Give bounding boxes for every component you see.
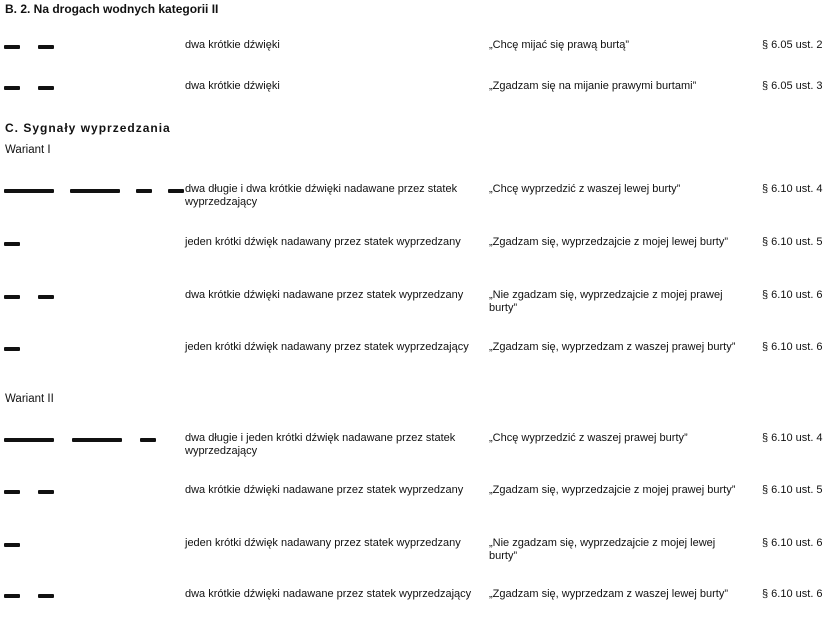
short-blast-dash [140,438,156,442]
short-blast-dash [4,242,20,246]
signal-row [0,183,835,221]
signal-description: jeden krótki dźwięk nadawany przez statek wyprzedzany [185,236,461,248]
sound-signal [0,295,186,309]
short-blast-dash [136,189,152,193]
short-blast-dash [38,490,54,494]
regulation-reference: § 6.10 ust. 6 [762,341,823,353]
signal-meaning: „Zgadzam się, wyprzedzajcie z mojej prawej burty” [489,484,736,496]
signal-description: dwa krótkie dźwięki nadawane przez statek wyprzedzany [185,484,464,496]
regulation-reference: § 6.05 ust. 2 [762,39,823,51]
signal-meaning: „Zgadzam się, wyprzedzajcie z mojej lewej burty” [489,236,729,248]
signal-row [0,341,835,379]
short-blast-dash [168,189,184,193]
sound-signal [0,490,186,504]
signal-row [0,39,835,77]
short-blast-dash [4,594,20,598]
short-blast-dash [38,86,54,90]
long-blast-dash [4,438,54,442]
signal-meaning: „Zgadzam się na mijanie prawymi burtami” [489,80,697,92]
signal-description: dwa krótkie dźwięki nadawane przez statek wyprzedzany [185,289,464,301]
short-blast-dash [4,490,20,494]
sound-signal [0,86,186,100]
signal-description: dwa długie i jeden krótki dźwięk nadawane przez statek wyprzedzający [185,432,456,457]
sound-signal [0,189,186,203]
signal-meaning: „Zgadzam się, wyprzedzam z waszej prawej burty” [489,341,736,353]
signal-meaning: „Chcę wyprzedzić z waszej lewej burty” [489,183,681,195]
short-blast-dash [4,347,20,351]
sound-signal [0,438,186,452]
short-blast-dash [4,543,20,547]
signal-row [0,432,835,470]
regulation-reference: § 6.10 ust. 4 [762,183,823,195]
sound-signal [0,242,186,256]
regulation-reference: § 6.10 ust. 6 [762,588,823,600]
signal-row [0,80,835,118]
signal-description: dwa krótkie dźwięki [185,80,280,92]
signal-row [0,289,835,327]
regulation-reference: § 6.10 ust. 5 [762,484,823,496]
short-blast-dash [38,45,54,49]
short-blast-dash [38,594,54,598]
signal-meaning: „Chcę wyprzedzić z waszej prawej burty” [489,432,688,444]
signal-meaning: „Nie zgadzam się, wyprzedzajcie z mojej lewej burty” [489,537,716,562]
sound-signal [0,347,186,361]
regulation-reference: § 6.10 ust. 5 [762,236,823,248]
sound-signal [0,45,186,59]
signal-meaning: „Chcę mijać się prawą burtą” [489,39,629,51]
signal-row [0,537,835,575]
signal-row [0,236,835,274]
short-blast-dash [38,295,54,299]
short-blast-dash [4,295,20,299]
regulation-reference: § 6.05 ust. 3 [762,80,823,92]
section-b-heading: B. 2. Na drogach wodnych kategorii II [5,2,219,16]
signal-meaning: „Zgadzam się, wyprzedzam z waszej lewej burty” [489,588,729,600]
short-blast-dash [4,86,20,90]
signal-description: dwa długie i dwa krótkie dźwięki nadawane przez statek wyprzedzający [185,183,458,208]
long-blast-dash [72,438,122,442]
signal-meaning: „Nie zgadzam się, wyprzedzajcie z mojej prawej burty” [489,289,723,314]
sound-signal [0,543,186,557]
signal-description: jeden krótki dźwięk nadawany przez statek wyprzedzany [185,537,461,549]
variant-1-label: Wariant I [5,144,51,156]
signal-description: dwa krótkie dźwięki nadawane przez statek wyprzedzający [185,588,472,600]
regulation-reference: § 6.10 ust. 6 [762,537,823,549]
sound-signal [0,594,186,608]
signal-description: jeden krótki dźwięk nadawany przez statek wyprzedzający [185,341,469,353]
regulation-reference: § 6.10 ust. 4 [762,432,823,444]
variant-2-label: Wariant II [5,393,54,405]
long-blast-dash [4,189,54,193]
short-blast-dash [4,45,20,49]
signal-row [0,588,835,626]
regulation-reference: § 6.10 ust. 6 [762,289,823,301]
signal-description: dwa krótkie dźwięki [185,39,280,51]
long-blast-dash [70,189,120,193]
section-c-heading: C. Sygnały wyprzedzania [5,121,171,135]
signal-row [0,484,835,522]
